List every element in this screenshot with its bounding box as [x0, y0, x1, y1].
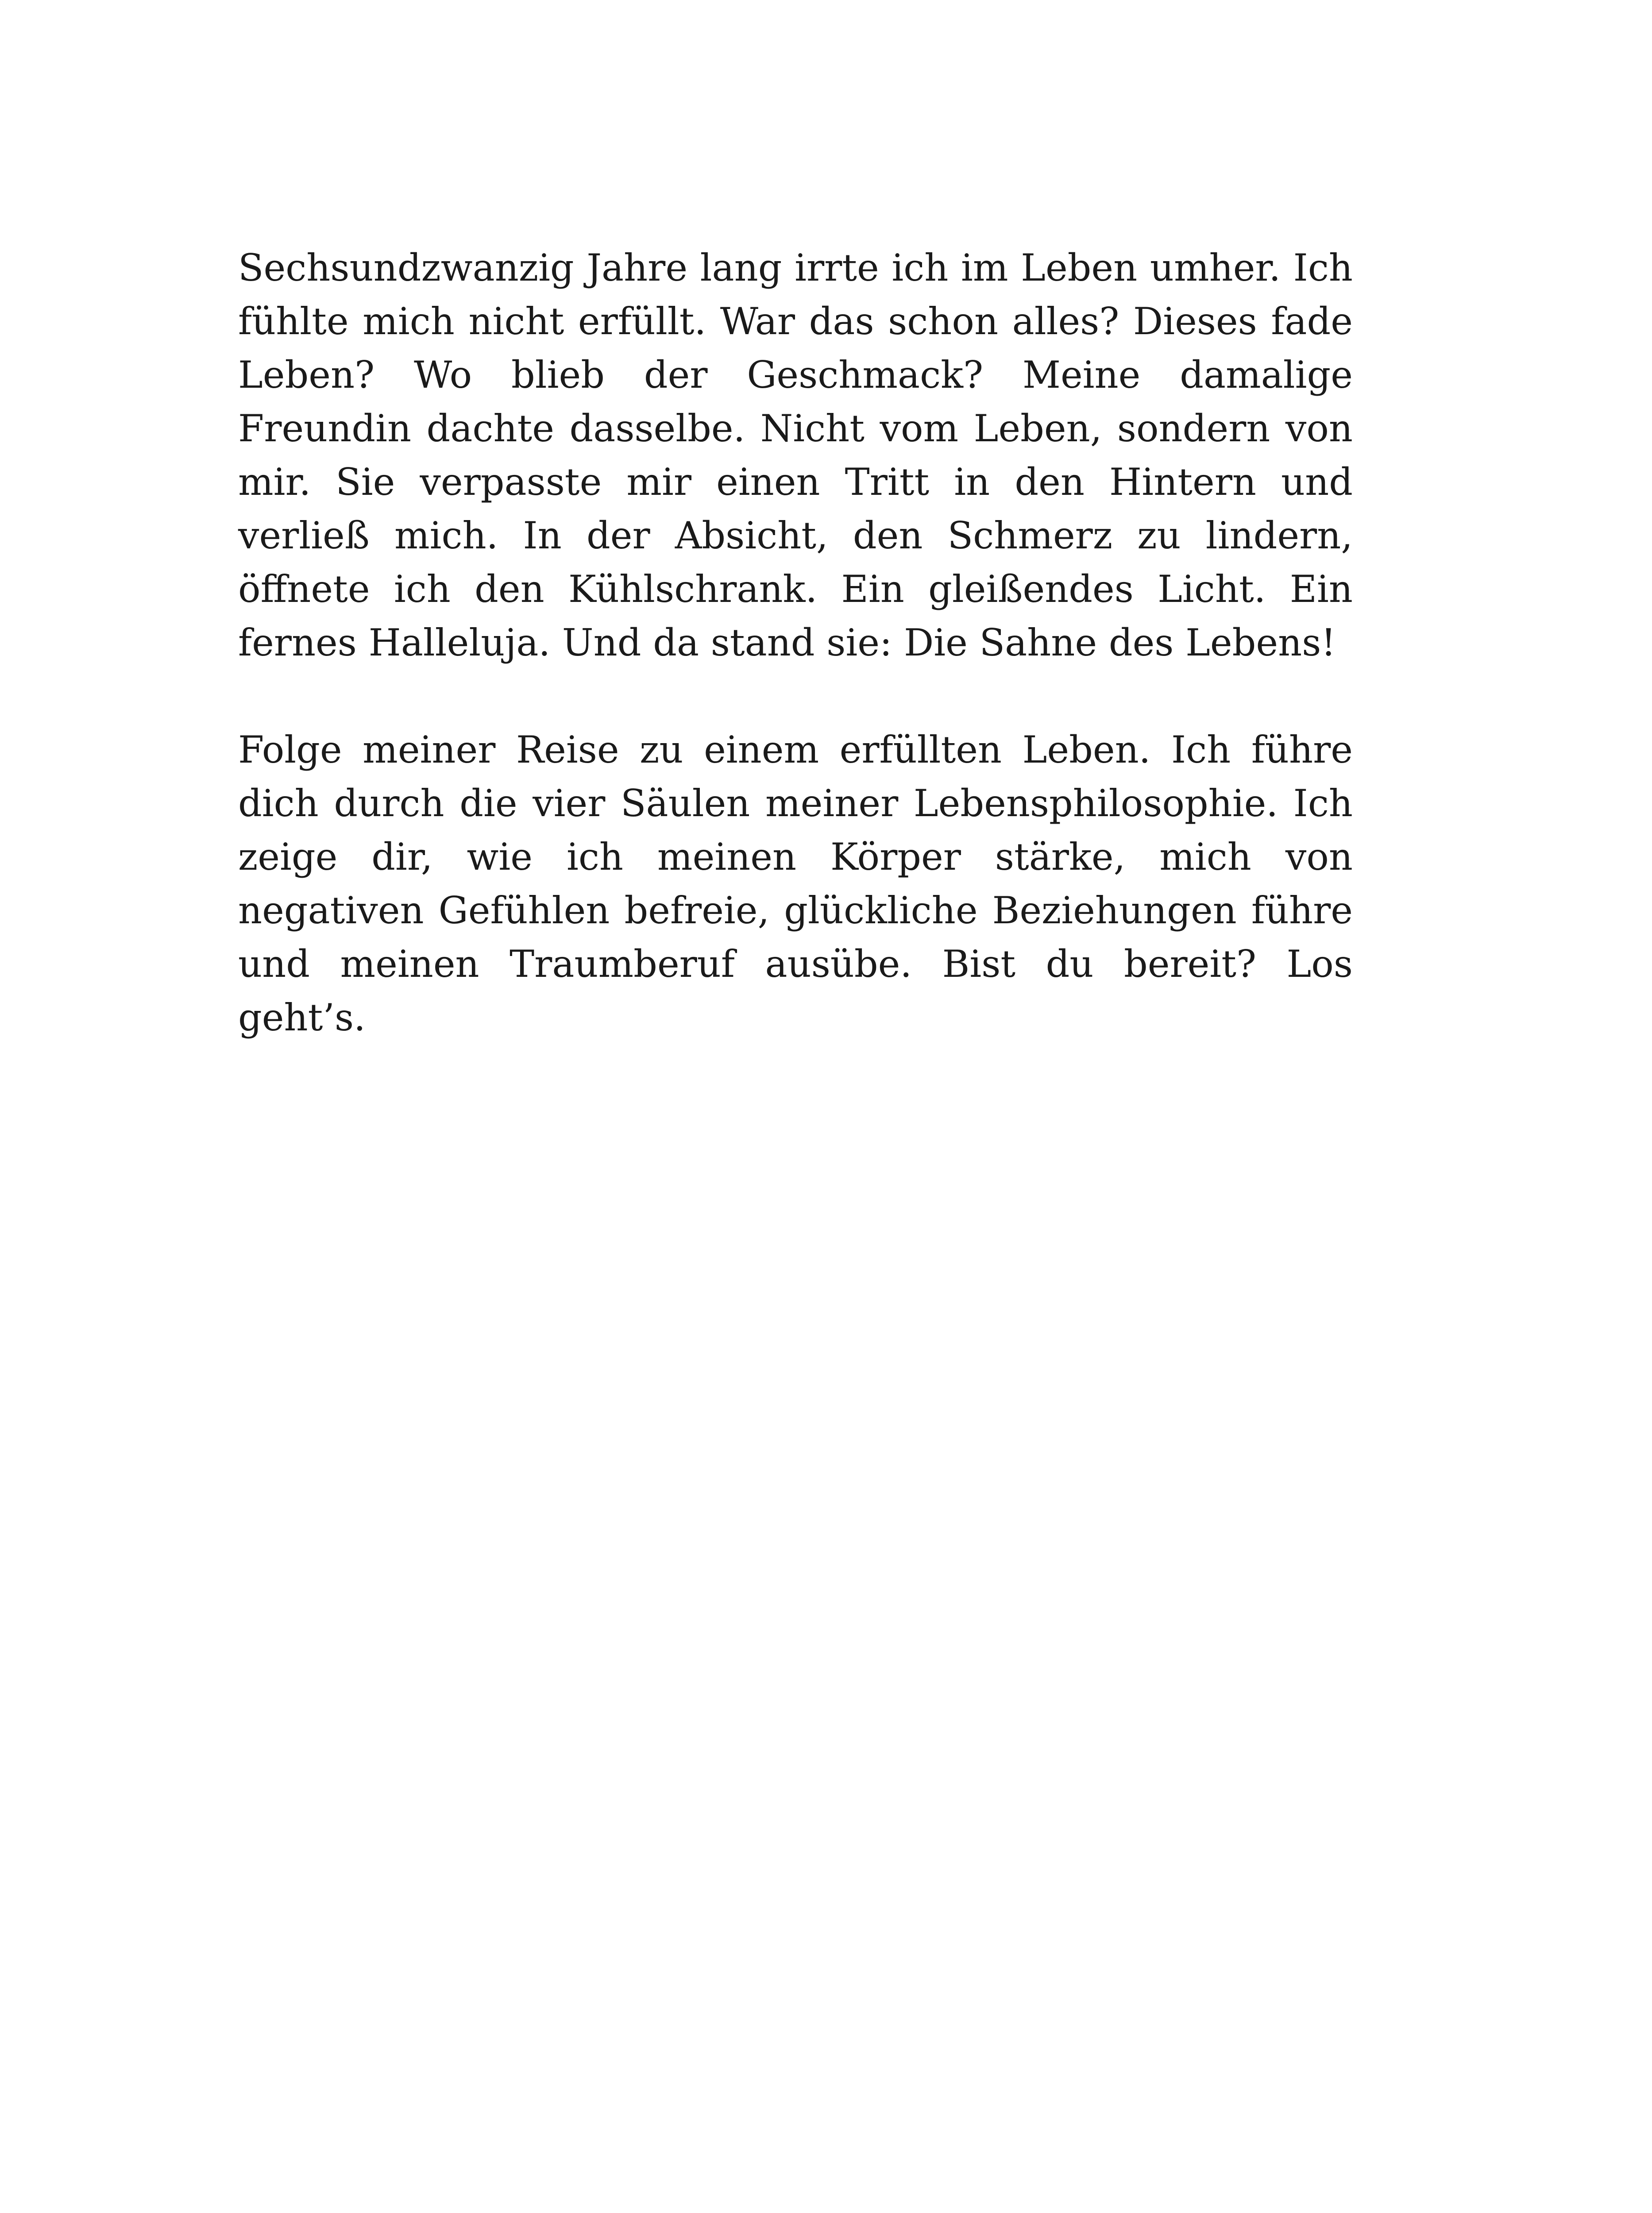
- body-text: [238, 241, 1353, 1045]
- paragraph-intro: Sechsundzwanzig Jahre lang irrte ich im Leben umher. Ich fühlte mich nicht erfüllt. War das schon alles? Dieses fade Leben? Wo blieb der Geschmack? Meine damalige Freundin dachte dasselbe. Nicht vom Leben, sondern von mir. Sie verpasste mir einen Tritt in den Hintern und verließ mich. In der Absicht, den Schmerz zu lindern, öffnete ich den Kühlschrank. Ein gleißendes Licht. Ein fernes Halleluja. Und da stand sie: Die Sahne des Lebens!: [238, 246, 1353, 664]
- paragraph-journey: Folge meiner Reise zu einem erfüllten Leben. Ich führe dich durch die vier Säulen meiner Lebensphilosophie. Ich zeige dir, wie ich meinen Körper stärke, mich von negativen Gefühlen befreie, glückliche Beziehungen führe und meinen Traumberuf ausübe. Bist du bereit? Los geht’s.: [238, 728, 1353, 1039]
